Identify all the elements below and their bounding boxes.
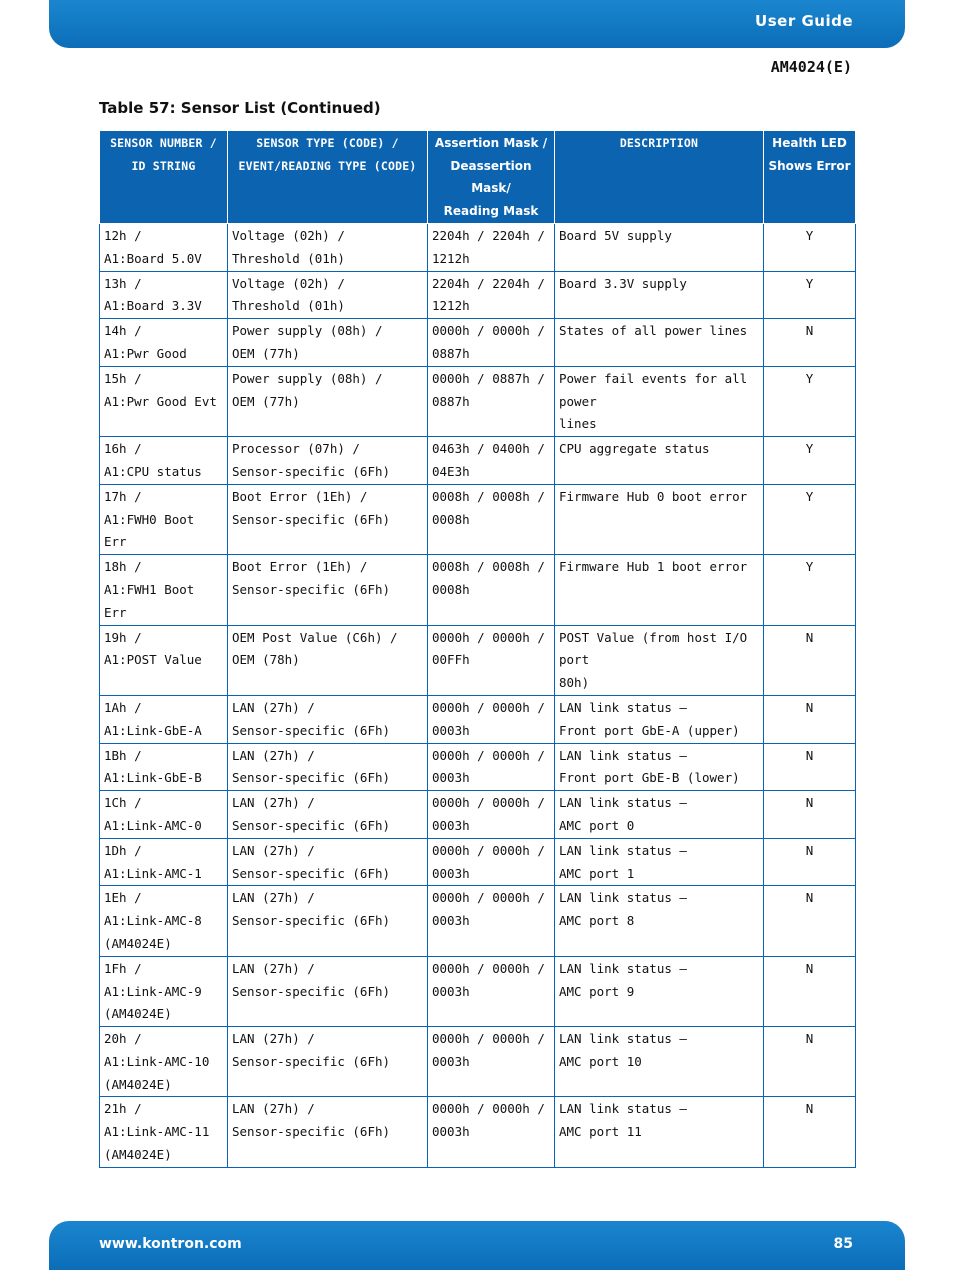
cell-sensor-id: 18h / A1:FWH1 Boot Err xyxy=(100,555,228,625)
cell-description: Firmware Hub 1 boot error xyxy=(555,555,764,625)
cell-sensor-id: 12h / A1:Board 5.0V xyxy=(100,224,228,272)
top-banner xyxy=(49,0,905,48)
header-description: DESCRIPTION xyxy=(555,131,764,224)
cell-sensor-id: 17h / A1:FWH0 Boot Err xyxy=(100,484,228,554)
cell-sensor-type: LAN (27h) / Sensor-specific (6Fh) xyxy=(228,1097,428,1167)
cell-description: LAN link status – AMC port 0 xyxy=(555,791,764,839)
cell-health-led: N xyxy=(764,791,856,839)
cell-health-led: N xyxy=(764,743,856,791)
cell-sensor-id: 1Eh / A1:Link-AMC-8 (AM4024E) xyxy=(100,886,228,956)
table-row xyxy=(100,838,856,886)
cell-mask: 0008h / 0008h / 0008h xyxy=(428,555,555,625)
cell-health-led: Y xyxy=(764,271,856,319)
cell-health-led: N xyxy=(764,956,856,1026)
cell-description: LAN link status – Front port GbE-B (lower) xyxy=(555,743,764,791)
footer-url[interactable]: www.kontron.com xyxy=(99,1236,242,1252)
header-sensor-number: SENSOR NUMBER / ID STRING xyxy=(100,131,228,224)
table-row xyxy=(100,484,856,554)
cell-description: Power fail events for all power lines xyxy=(555,366,764,436)
cell-sensor-type: LAN (27h) / Sensor-specific (6Fh) xyxy=(228,956,428,1026)
cell-description: LAN link status – AMC port 10 xyxy=(555,1027,764,1097)
cell-sensor-type: Voltage (02h) / Threshold (01h) xyxy=(228,224,428,272)
cell-health-led: N xyxy=(764,319,856,367)
table-body xyxy=(100,224,856,1168)
header-assertion-mask: Assertion Mask / Deassertion Mask/ Reading Mask xyxy=(428,131,555,224)
table-row xyxy=(100,791,856,839)
cell-sensor-id: 20h / A1:Link-AMC-10 (AM4024E) xyxy=(100,1027,228,1097)
cell-sensor-type: LAN (27h) / Sensor-specific (6Fh) xyxy=(228,886,428,956)
table-row xyxy=(100,271,856,319)
cell-health-led: N xyxy=(764,625,856,695)
cell-sensor-type: Power supply (08h) / OEM (77h) xyxy=(228,366,428,436)
cell-health-led: N xyxy=(764,695,856,743)
table-row xyxy=(100,1027,856,1097)
cell-mask: 0000h / 0000h / 0003h xyxy=(428,695,555,743)
cell-mask: 0008h / 0008h / 0008h xyxy=(428,484,555,554)
cell-mask: 0000h / 0000h / 0887h xyxy=(428,319,555,367)
cell-description: Board 5V supply xyxy=(555,224,764,272)
cell-mask: 0000h / 0887h / 0887h xyxy=(428,366,555,436)
cell-sensor-id: 15h / A1:Pwr Good Evt xyxy=(100,366,228,436)
table-row xyxy=(100,224,856,272)
table-row xyxy=(100,956,856,1026)
bottom-banner xyxy=(49,1221,905,1270)
product-name: AM4024(E) xyxy=(770,58,852,76)
cell-sensor-id: 19h / A1:POST Value xyxy=(100,625,228,695)
cell-description: States of all power lines xyxy=(555,319,764,367)
cell-sensor-id: 1Ch / A1:Link-AMC-0 xyxy=(100,791,228,839)
table-row xyxy=(100,695,856,743)
table-row xyxy=(100,886,856,956)
cell-sensor-type: Boot Error (1Eh) / Sensor-specific (6Fh) xyxy=(228,555,428,625)
cell-sensor-id: 1Bh / A1:Link-GbE-B xyxy=(100,743,228,791)
cell-sensor-id: 1Dh / A1:Link-AMC-1 xyxy=(100,838,228,886)
cell-sensor-id: 1Ah / A1:Link-GbE-A xyxy=(100,695,228,743)
cell-health-led: Y xyxy=(764,224,856,272)
cell-health-led: N xyxy=(764,1027,856,1097)
cell-description: POST Value (from host I/O port 80h) xyxy=(555,625,764,695)
cell-health-led: Y xyxy=(764,437,856,485)
cell-mask: 0000h / 0000h / 0003h xyxy=(428,791,555,839)
cell-sensor-type: Processor (07h) / Sensor-specific (6Fh) xyxy=(228,437,428,485)
cell-health-led: N xyxy=(764,886,856,956)
cell-description: Firmware Hub 0 boot error xyxy=(555,484,764,554)
sensor-table xyxy=(99,130,856,1168)
cell-mask: 0000h / 0000h / 0003h xyxy=(428,956,555,1026)
cell-sensor-type: LAN (27h) / Sensor-specific (6Fh) xyxy=(228,1027,428,1097)
cell-sensor-id: 14h / A1:Pwr Good xyxy=(100,319,228,367)
cell-sensor-type: LAN (27h) / Sensor-specific (6Fh) xyxy=(228,838,428,886)
table-row xyxy=(100,366,856,436)
cell-health-led: Y xyxy=(764,555,856,625)
cell-description: LAN link status – AMC port 1 xyxy=(555,838,764,886)
cell-sensor-type: LAN (27h) / Sensor-specific (6Fh) xyxy=(228,695,428,743)
page-number: 85 xyxy=(833,1236,853,1252)
cell-sensor-id: 13h / A1:Board 3.3V xyxy=(100,271,228,319)
cell-mask: 0000h / 0000h / 0003h xyxy=(428,1027,555,1097)
cell-health-led: Y xyxy=(764,484,856,554)
cell-mask: 0000h / 0000h / 0003h xyxy=(428,743,555,791)
cell-mask: 2204h / 2204h / 1212h xyxy=(428,271,555,319)
cell-mask: 0000h / 0000h / 0003h xyxy=(428,1097,555,1167)
table-row xyxy=(100,1097,856,1167)
cell-sensor-id: 16h / A1:CPU status xyxy=(100,437,228,485)
cell-sensor-id: 21h / A1:Link-AMC-11 (AM4024E) xyxy=(100,1097,228,1167)
cell-health-led: N xyxy=(764,838,856,886)
cell-description: Board 3.3V supply xyxy=(555,271,764,319)
table-header-row xyxy=(100,131,856,224)
cell-mask: 0000h / 0000h / 0003h xyxy=(428,886,555,956)
cell-description: CPU aggregate status xyxy=(555,437,764,485)
cell-mask: 0463h / 0400h / 04E3h xyxy=(428,437,555,485)
table-row xyxy=(100,625,856,695)
cell-description: LAN link status – AMC port 9 xyxy=(555,956,764,1026)
cell-mask: 0000h / 0000h / 0003h xyxy=(428,838,555,886)
cell-sensor-type: Boot Error (1Eh) / Sensor-specific (6Fh) xyxy=(228,484,428,554)
cell-health-led: N xyxy=(764,1097,856,1167)
table-row xyxy=(100,743,856,791)
cell-mask: 0000h / 0000h / 00FFh xyxy=(428,625,555,695)
guide-label: User Guide xyxy=(755,12,853,30)
cell-sensor-type: Power supply (08h) / OEM (77h) xyxy=(228,319,428,367)
cell-health-led: Y xyxy=(764,366,856,436)
cell-sensor-id: 1Fh / A1:Link-AMC-9 (AM4024E) xyxy=(100,956,228,1026)
table-title: Table 57: Sensor List (Continued) xyxy=(99,99,381,117)
header-sensor-type: SENSOR TYPE (CODE) / EVENT/READING TYPE (CODE) xyxy=(228,131,428,224)
cell-sensor-type: LAN (27h) / Sensor-specific (6Fh) xyxy=(228,743,428,791)
table-row xyxy=(100,437,856,485)
table-row xyxy=(100,555,856,625)
cell-sensor-type: Voltage (02h) / Threshold (01h) xyxy=(228,271,428,319)
cell-sensor-type: OEM Post Value (C6h) / OEM (78h) xyxy=(228,625,428,695)
header-health-led: Health LED Shows Error xyxy=(764,131,856,224)
cell-description: LAN link status – AMC port 8 xyxy=(555,886,764,956)
cell-sensor-type: LAN (27h) / Sensor-specific (6Fh) xyxy=(228,791,428,839)
cell-description: LAN link status – Front port GbE-A (upper) xyxy=(555,695,764,743)
table-row xyxy=(100,319,856,367)
cell-mask: 2204h / 2204h / 1212h xyxy=(428,224,555,272)
cell-description: LAN link status – AMC port 11 xyxy=(555,1097,764,1167)
